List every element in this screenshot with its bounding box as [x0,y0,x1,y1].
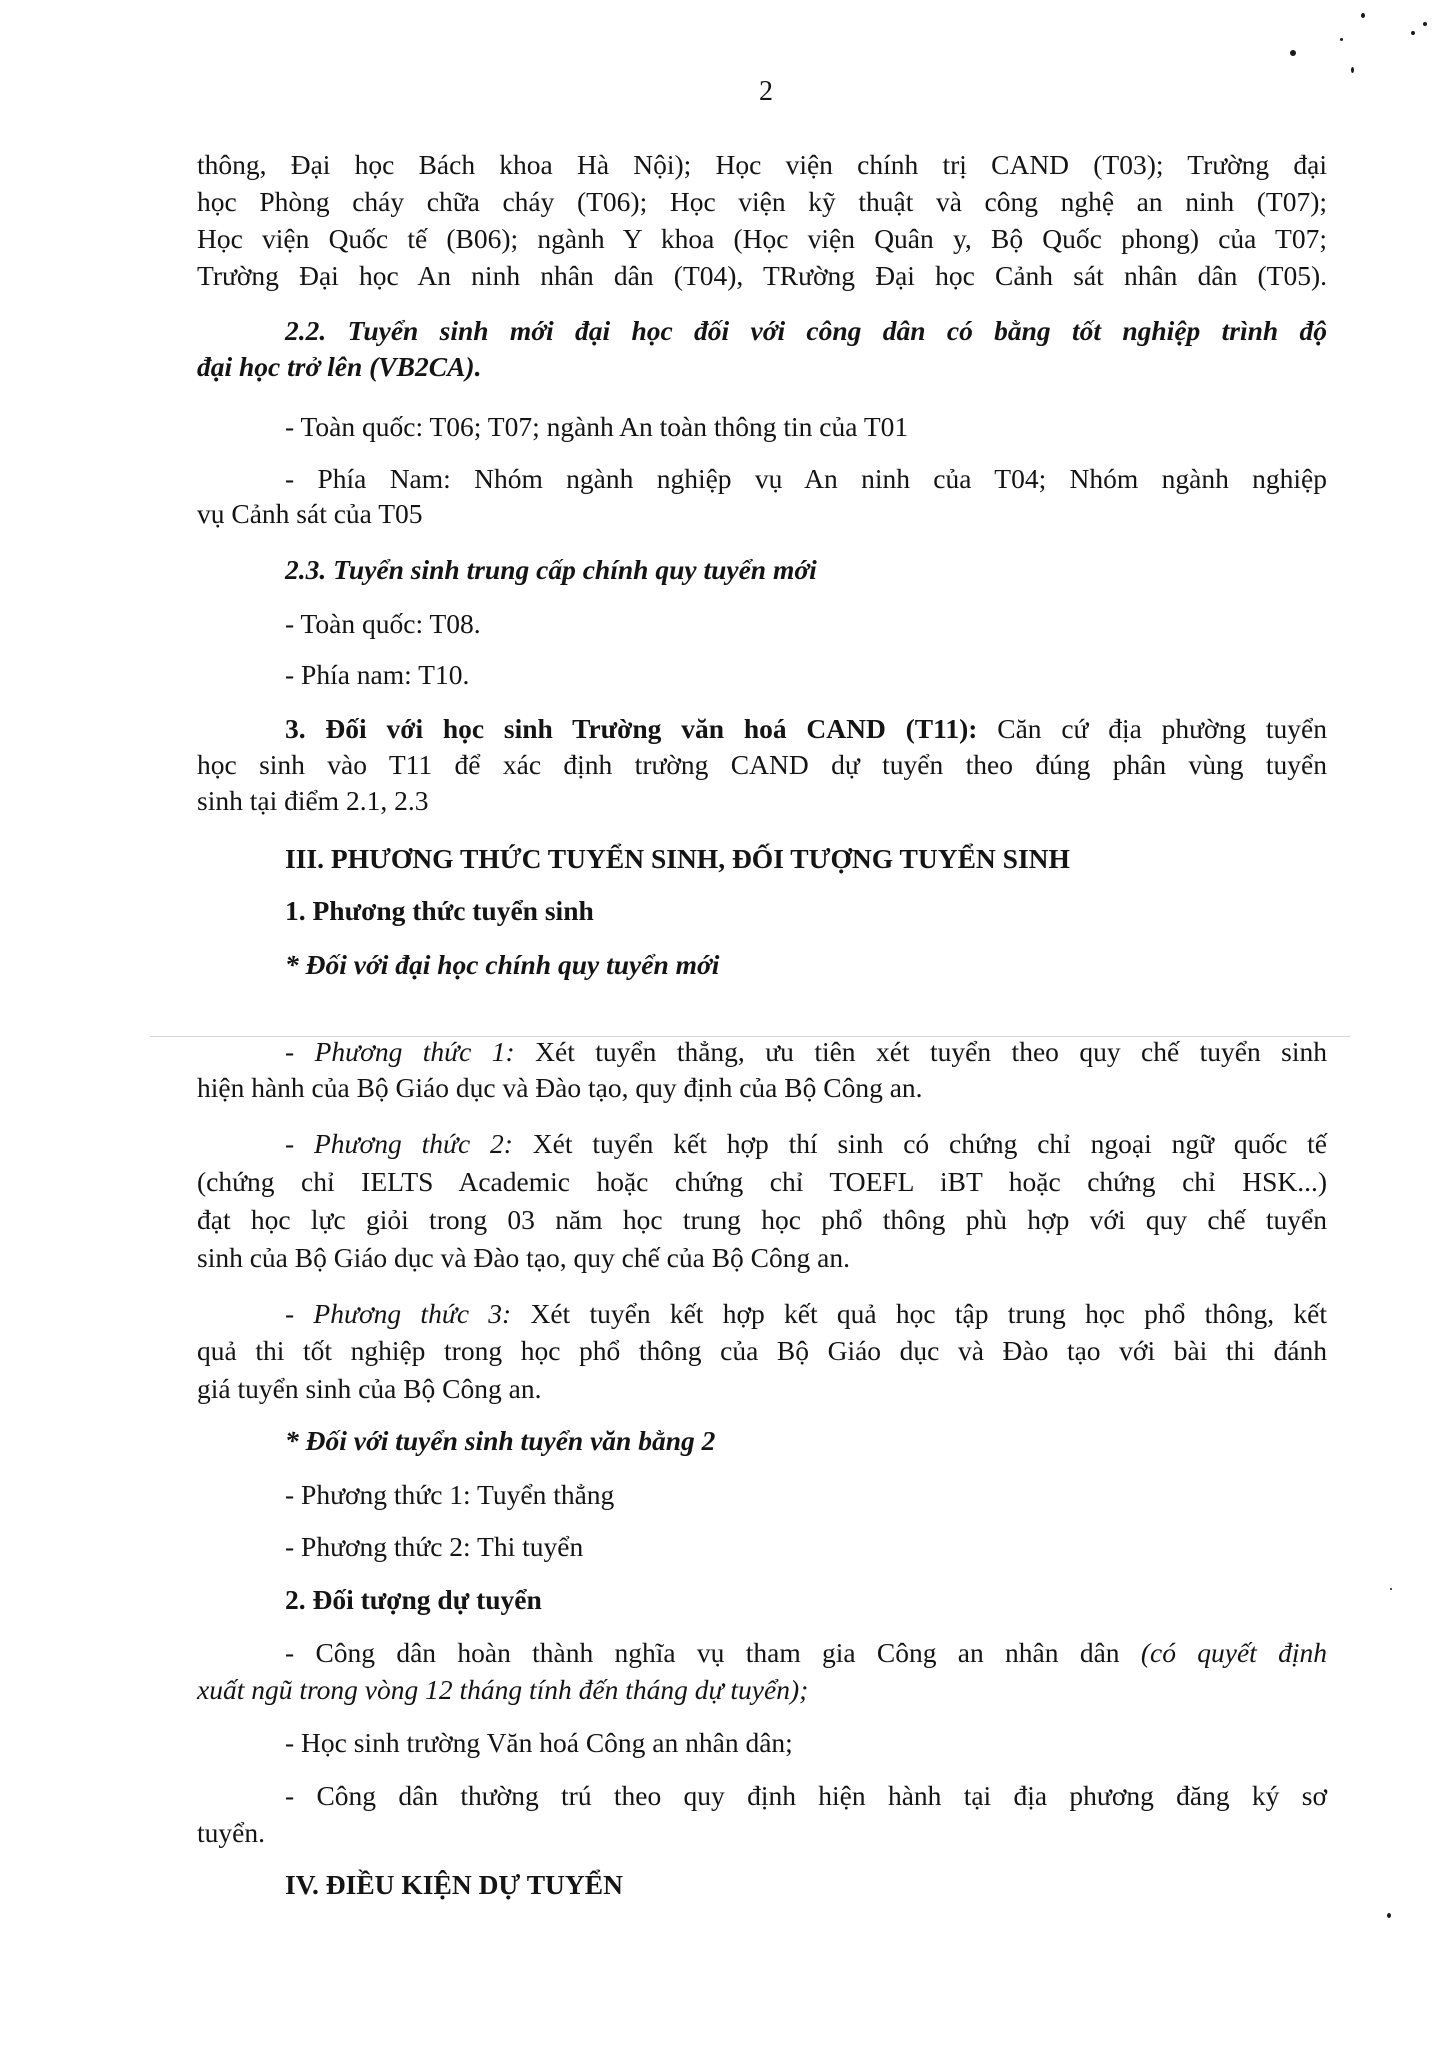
paragraph-line: quả thi tốt nghiệp trong học phổ thông của Bộ Giáo dục và Đào tạo với bài thi đánh [197,1335,1327,1366]
scan-speck [1387,1913,1391,1918]
candidate-1-line [285,1636,1327,1670]
scan-speck [1351,67,1354,73]
paragraph-line: (chứng chỉ IELTS Academic hoặc chứng chỉ TOEFL iBT hoặc chứng chỉ HSK...) [197,1166,1327,1197]
paragraph-line: thông, Đại học Bách khoa Hà Nội); Học viện chính trị CAND (T03); Trường đại [197,149,1327,180]
section-heading-2-2-cont: đại học trở lên (VB2CA). [197,351,482,382]
subsection-heading-regular: * Đối với đại học chính quy tuyển mới [285,949,720,980]
subsection-heading-2: 2. Đối tượng dự tuyển [285,1584,542,1615]
scan-speck [1361,13,1365,18]
subsection-heading-vb2: * Đối với tuyển sinh tuyển văn bằng 2 [285,1425,716,1456]
paragraph-line: hiện hành của Bộ Giáo dục và Đào tạo, quy định của Bộ Công an. [197,1072,923,1103]
paragraph-line: Học viện Quốc tế (B06); ngành Y khoa (Học viện Quân y, Bộ Quốc phong) của T07; [197,223,1327,254]
section-heading-2-2: 2.2. Tuyển sinh mới đại học đối với công dân có bằng tốt nghiệp trình độ [285,315,1327,346]
list-item: - Học sinh trường Văn hoá Công an nhân dân; [285,1727,793,1758]
list-item: - Toàn quốc: T08. [285,608,481,639]
section-heading-IV: IV. ĐIỀU KIỆN DỰ TUYỂN [285,1869,623,1900]
scan-speck [1411,31,1415,35]
list-item: - Phương thức 2: Thi tuyển [285,1531,584,1562]
paragraph-line: học Phòng cháy chữa cháy (T06); Học viện kỹ thuật và công nghệ an ninh (T07); [197,186,1327,217]
paragraph-line: đạt học lực giỏi trong 03 năm học trung học phổ thông phù hợp với quy chế tuyển [197,1204,1327,1235]
paragraph-line: sinh của Bộ Giáo dục và Đào tạo, quy chế của Bộ Công an. [197,1242,850,1273]
list-item-cont: vụ Cảnh sát của T05 [197,498,423,529]
section-heading-III: III. PHƯƠNG THỨC TUYỂN SINH, ĐỐI TƯỢNG TUYỂN SINH [285,843,1070,874]
scan-speck [1290,50,1296,56]
list-item: - Công dân thường trú theo quy định hiện hành tại địa phương đăng ký sơ [285,1780,1327,1811]
method-3-line [285,1297,1327,1331]
method-1-line [285,1035,1327,1069]
candidate-1-note: (có quyết định [1140,1637,1327,1668]
scan-speck [1340,38,1343,41]
method-3-text: Xét tuyển kết hợp kết quả học tập trung học phổ thông, kết [511,1298,1327,1329]
paragraph-line: Trường Đại học An ninh nhân dân (T04), TRường Đại học Cảnh sát nhân dân (T05). [197,260,1327,291]
scan-speck [1390,1588,1392,1590]
list-item: - Phía nam: T10. [285,659,470,690]
section-heading-2-3: 2.3. Tuyển sinh trung cấp chính quy tuyển mới [285,554,817,585]
method-1-text: Xét tuyển thẳng, ưu tiên xét tuyển theo quy chế tuyển sinh [514,1036,1327,1067]
method-3-label: - Phương thức 3: [285,1298,512,1329]
page-number: 2 [759,76,773,107]
subsection-heading-1: 1. Phương thức tuyển sinh [285,895,594,926]
section-3-text: Căn cứ địa phường tuyển [977,713,1327,744]
list-item: - Phương thức 1: Tuyển thẳng [285,1479,615,1510]
paragraph-line: giá tuyển sinh của Bộ Công an. [197,1373,542,1404]
section-3-lead: 3. Đối với học sinh Trường văn hoá CAND (T11): [285,713,978,744]
method-2-text: Xét tuyển kết hợp thí sinh có chứng chỉ ngoại ngữ quốc tế [512,1128,1327,1159]
candidate-1-text: - Công dân hoàn thành nghĩa vụ tham gia Công an nhân dân [285,1637,1141,1668]
list-item: - Toàn quốc: T06; T07; ngành An toàn thông tin của T01 [285,411,909,442]
method-2-line [285,1127,1327,1161]
candidate-1-note-cont: xuất ngũ trong vòng 12 tháng tính đến tháng dự tuyển); [197,1674,809,1705]
paragraph-line: sinh tại điểm 2.1, 2.3 [197,785,429,816]
list-item-cont: tuyển. [197,1817,265,1848]
paragraph-line: học sinh vào T11 để xác định trường CAND dự tuyển theo đúng phân vùng tuyển [197,749,1327,780]
list-item: - Phía Nam: Nhóm ngành nghiệp vụ An ninh của T04; Nhóm ngành nghiệp [285,463,1327,494]
method-2-label: - Phương thức 2: [285,1128,513,1159]
scan-speck [1423,22,1427,26]
section-3-line [285,712,1327,746]
method-1-label: - Phương thức 1: [285,1036,515,1067]
